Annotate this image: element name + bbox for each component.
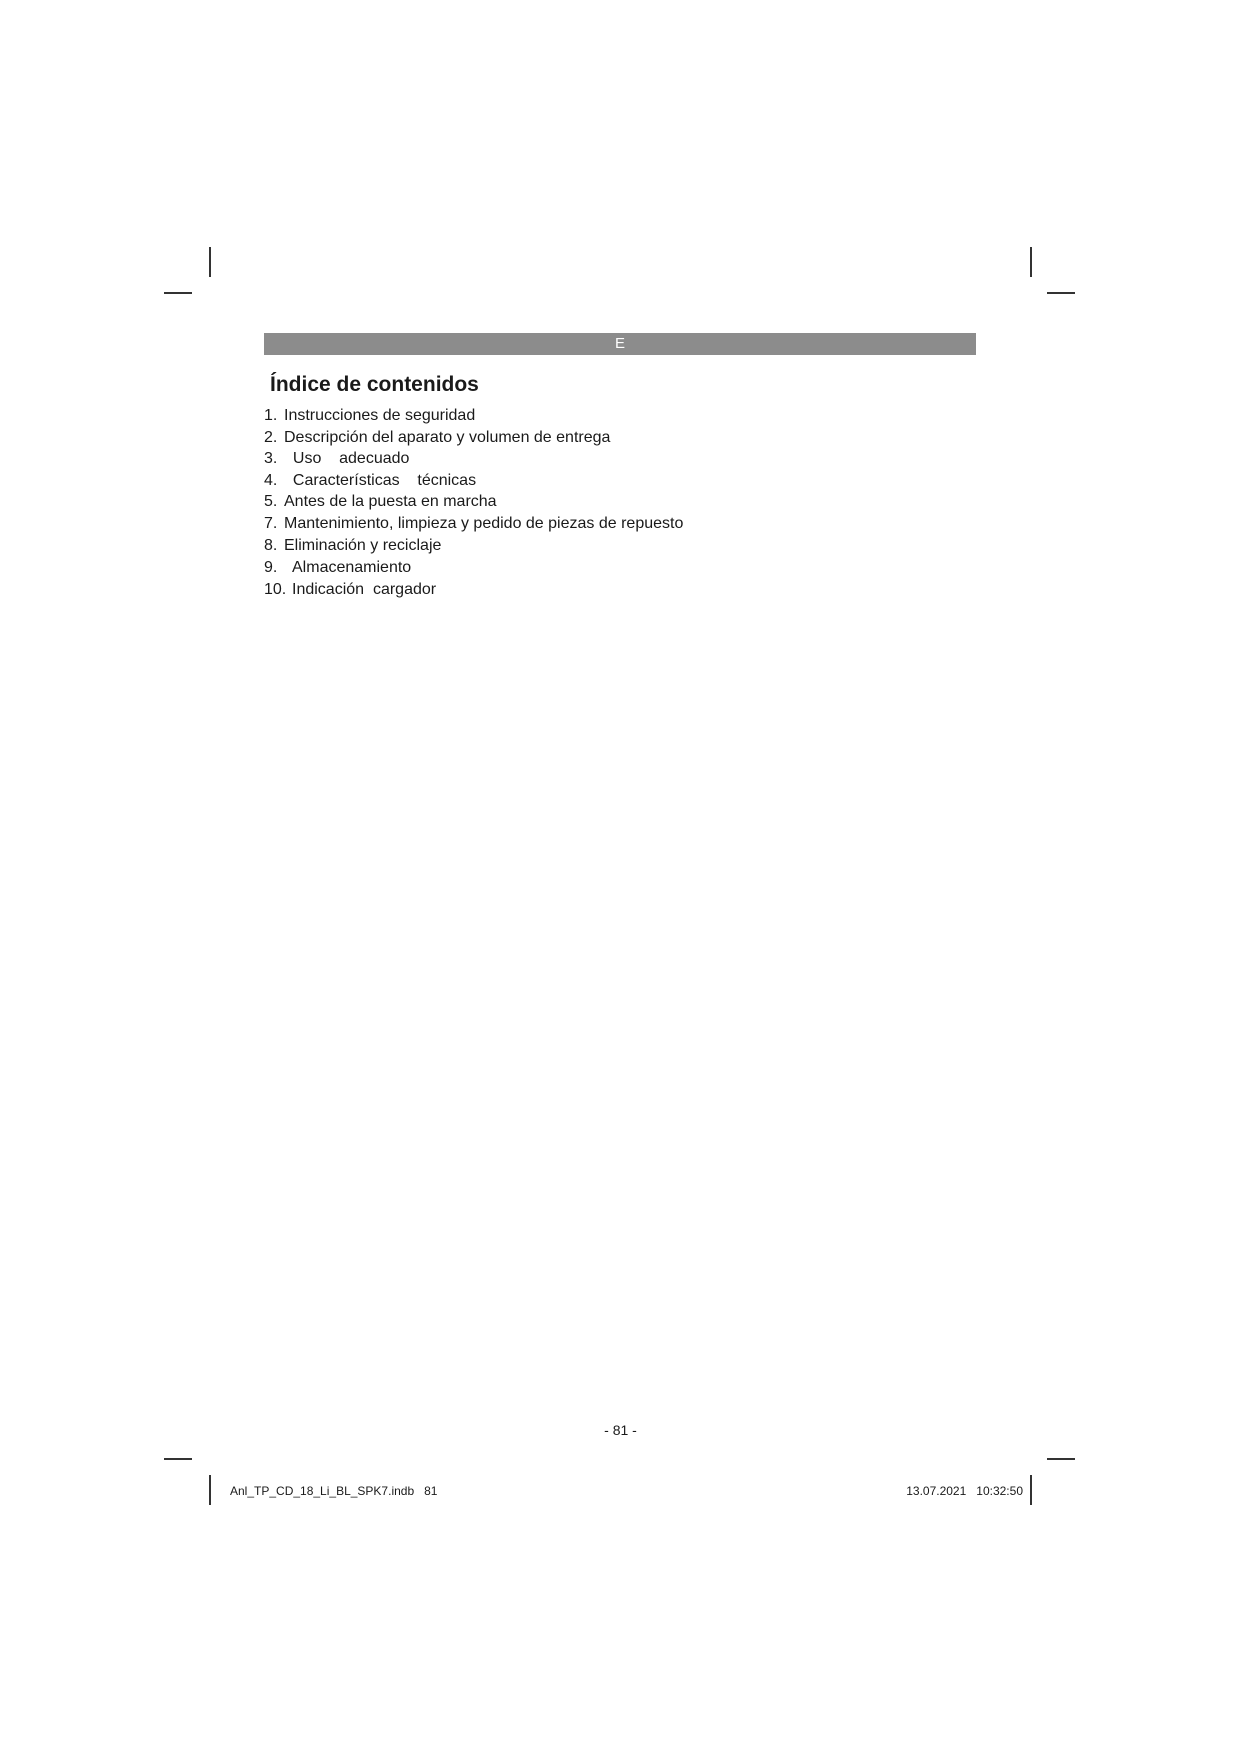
toc-item [264,513,984,535]
toc-item-number: 10. [264,580,287,598]
toc-item-number: 7. [264,514,278,532]
toc-item [264,535,984,557]
toc-item-text: Indicación cargador [292,580,437,598]
toc-item [264,470,984,492]
crop-mark-top-left-horizontal [164,292,192,294]
toc-item-text: Mantenimiento, limpieza y pedido de piezas de repuesto [284,514,684,532]
toc-item-text: Eliminación y reciclaje [284,536,442,554]
crop-mark-bottom-left-vertical [209,1475,211,1505]
crop-mark-bottom-right-vertical [1030,1475,1032,1505]
toc-item [264,579,984,601]
toc-item-number: 1. [264,407,278,424]
toc-item-number: 9. [264,559,278,577]
toc-item [264,427,984,449]
toc-item-text: Características técnicas [284,471,477,489]
toc-item [264,405,984,427]
page-number: - 81 - [604,1422,637,1438]
crop-mark-top-right-vertical [1030,247,1032,277]
toc-item-text: Antes de la puesta en marcha [284,493,497,511]
toc-item-number: 3. [264,450,278,468]
toc-item-text: Descripción del aparato y volumen de entrega [284,428,611,446]
crop-mark-bottom-right-horizontal [1047,1458,1075,1460]
toc-item [264,491,984,513]
toc-item-text: Instrucciones de seguridad [284,407,476,424]
language-tab-label: E [614,335,625,352]
toc-item-text: Uso adecuado [284,450,410,468]
crop-mark-top-right-horizontal [1047,292,1075,294]
page-title: Índice de contenidos [270,373,479,396]
file-slug: Anl_TP_CD_18_Li_BL_SPK7.indb 81 [230,1484,438,1498]
toc-item-number: 5. [264,493,278,511]
toc-item-text: Almacenamiento [284,559,412,577]
toc-item-number: 8. [264,536,278,554]
table-of-contents [264,405,984,600]
toc-item [264,557,984,579]
crop-mark-top-left-vertical [209,247,211,277]
toc-item-number: 4. [264,471,278,489]
toc-item [264,448,984,470]
crop-mark-bottom-left-horizontal [164,1458,192,1460]
language-tab-bar [264,333,976,355]
print-timestamp: 13.07.2021 10:32:50 [906,1484,1023,1498]
toc-item-number: 2. [264,428,278,446]
